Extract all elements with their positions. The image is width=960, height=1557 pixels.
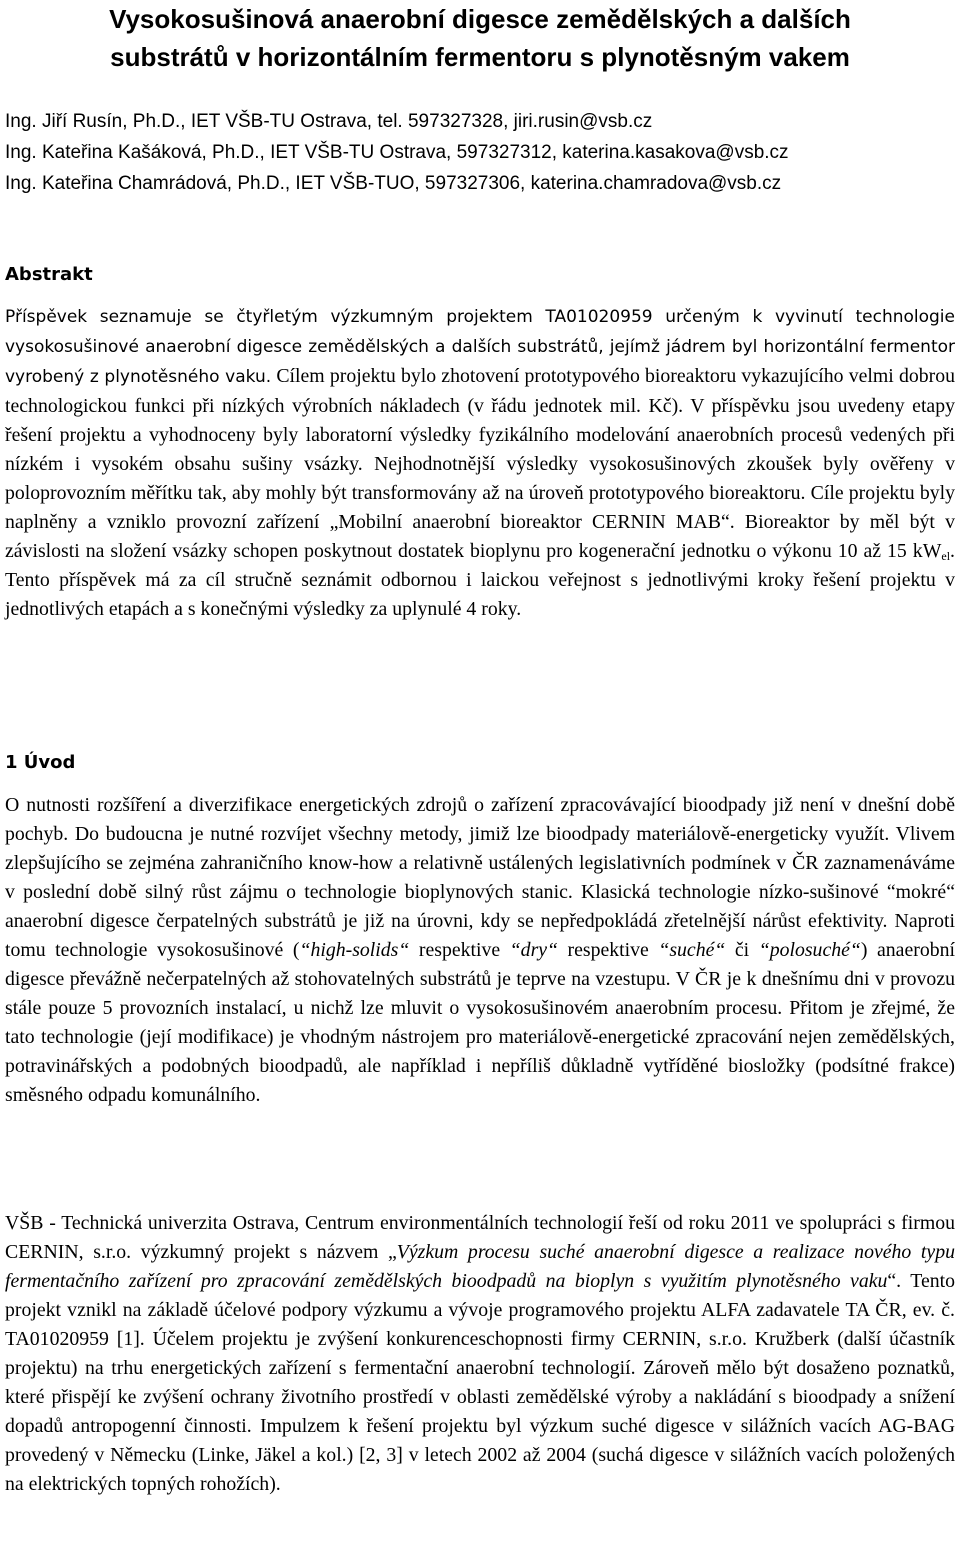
abstract-heading: Abstrakt (5, 264, 93, 285)
p1-text-a: O nutnosti rozšíření a diverzifikace energetických zdrojů o zařízení zpracovávající bioodpady již není v dnešní době pochyb. Do budoucna je nutné rozvíjet všechny metody, jimiž lze bioodpady materiálově-energeticky využít. Vlivem zlepšujícího se zejména zahraničního know-how a relativně ustálených legislativních podmínek v ČR zaznamenáváme v poslední době silný růst zájmu o technologie bioplynových stanic. Klasická technologie nízko-sušinové “mokré“ anaerobní digesce čerpatelných substrátů je již na úrovni, kdy se nepředpokládá zřetelnější nárůst efektivity. Naproti tomu technologie vysokosušinové ( (5, 794, 955, 961)
p1-text-e: ) anaerobní digesce převážně nečerpatelných až stohovatelných substrátů je teprve na vzestupu. V ČR je k dnešnímu dni v provozu stále pouze 5 provozních instalací, u nichž lze mluvit o vysokosušinovém anaerobním procesu. Přitom je zřejmé, že tato technologie (její modifikace) je vhodným nástrojem pro materiálově-energetické zpracování nejen zemědělských, potravinářských a podobných bioodpadů, ale například i nepříliš důkladně vytříděné biosložky (podsítné frakce) směsného odpadu komunálního. (5, 939, 955, 1106)
author-line-3: Ing. Kateřina Chamrádová, Ph.D., IET VŠB-TUO, 597327306, katerina.chamradova@vsb.cz (5, 173, 782, 194)
p1-italic-dry: “dry“ (509, 939, 559, 961)
abstract-unit-subscript: el (941, 549, 951, 563)
intro-paragraph-2 (5, 1209, 955, 1499)
p1-italic-suche: “suché“ (658, 939, 726, 961)
p2-text-b: “. Tento projekt vznikl na základě účelové podpory výzkumu a vývoje programového projektu ALFA zadavatele TA ČR, ev. č. TA01020959 [1]. Účelem projektu je zvýšení konkurenceschopnosti firmy CERNIN, s.r.o. Kružberk (další účastník projektu) na trhu energetických zařízení s fermentační anaerobní technologií. Zároveň mělo být dosaženo poznatků, které přispějí ke zvýšení ochrany životního prostředí v oblasti zemědělské výroby a nakládání s bioodpady a snížení dopadů antropogenní činnosti. Impulzem k řešení projektu byl výzkum suché digesce v silážních vacích AG-BAG provedený v Německu (Linke, Jäkel a kol.) [2, 3] v letech 2002 až 2004 (suchá digesce v silážních vacích položených na elektrických topných rohožích). (5, 1270, 955, 1495)
p2-italic-project-name: Výzkum procesu suché anaerobní digesce a realizace nového typu fermentačního zařízení pro zpracování zemědělských bioodpadů na bioplyn s využitím plynotěsného vaku (5, 1241, 955, 1292)
section-heading-uvod: 1 Úvod (5, 752, 76, 773)
p2-text-a: VŠB - Technická univerzita Ostrava, Centrum environmentálních technologií řeší od roku 2011 ve spolupráci s firmou CERNIN, s.r.o. výzkumný projekt s názvem „ (5, 1212, 955, 1263)
abstract-text-body: Cílem projektu bylo zhotovení prototypového bioreaktoru vykazujícího velmi dobrou technologickou funkci při nízkých výrobních nákladech (v řádu jednotek mil. Kč). V příspěvku jsou uvedeny etapy řešení projektu a vyhodnoceny byly laboratorní výsledky fyzikálního modelování anaerobních procesů vedených při nízkém i vysokém obsahu sušiny vsázky. Nejhodnotnější výsledky vysokosušinových zkoušek byly ověřeny v poloprovozním měřítku tak, aby mohly být transformovány až na úroveň prototypového bioreaktoru. Cíle projektu byly naplněny a vzniklo provozní zařízení „Mobilní anaerobní bioreaktor CERNIN MAB“. Bioreaktor by měl být v závislosti na složení vsázky schopen poskytnout dostatek bioplynu pro kogenerační jednotku o výkonu 10 až 15 kW (5, 365, 955, 562)
author-line-2: Ing. Kateřina Kašáková, Ph.D., IET VŠB-TU Ostrava, 597327312, katerina.kasakova@vsb.cz (5, 142, 789, 163)
author-line-1: Ing. Jiří Rusín, Ph.D., IET VŠB-TU Ostrava, tel. 597327328, jiri.rusin@vsb.cz (5, 111, 653, 132)
paper-title (0, 0, 960, 76)
p1-text-d: či (725, 939, 759, 961)
abstract-text-lead: Příspěvek seznamuje se čtyřletým výzkumným projektem TA01020959 určeným k vyvinutí technologie vysokosušinové anaerobní digesce zemědělských a dalších substrátů, jejímž jádrem byl horizontální fermentor vyrobený z plynotěsného vaku. (5, 307, 955, 387)
title-line-1: Vysokosušinová anaerobní digesce zemědělských a dalších (109, 4, 851, 34)
title-line-2: substrátů v horizontálním fermentoru s plynotěsným vakem (110, 42, 850, 72)
p1-text-b: respektive (409, 939, 510, 961)
p1-italic-high-solids: “high-solids“ (299, 939, 410, 961)
p1-text-c: respektive (558, 939, 659, 961)
p1-italic-polosuche: “polosuché“ (758, 939, 861, 961)
abstract-text-end: . Tento příspěvek má za cíl stručně seznámit odbornou i laickou veřejnost s jednotlivými kroky řešení projektu v jednotlivých etapách a s konečnými výsledky za uplynulé 4 roky. (5, 540, 955, 620)
abstract-paragraph (5, 302, 955, 624)
intro-paragraph-1 (5, 791, 955, 1110)
